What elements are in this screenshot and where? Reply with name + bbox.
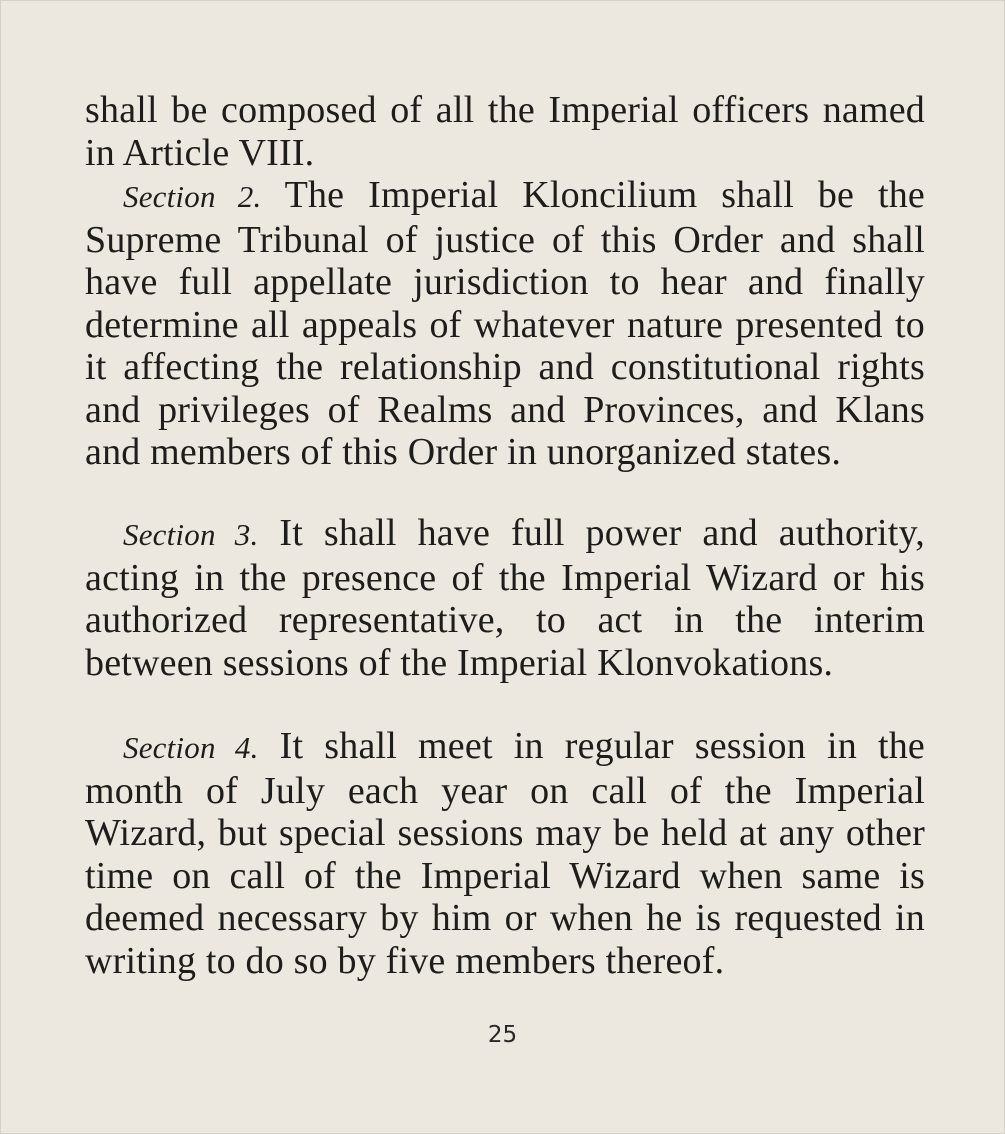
page-number: 25 <box>487 1022 518 1048</box>
section-3-text: It shall have full power and authority, acting in the presence of the Imperial Wizard or his authorized representative, to act in the interim between sessions of the Imperial Klonvokations. <box>85 512 925 684</box>
section-2-text: The Imperial Kloncilium shall be the Supreme Tribunal of justice of this Order and shall have full appellate jurisdiction to hear and finally determine all appeals of whatever nature presented to it affecting the relationship and constitutional rights and privileges of Realms and Provinces, and Klans and members of this Order in unorganized states. <box>85 174 925 473</box>
section-2-paragraph <box>85 174 925 474</box>
section-3-label: Section 3. <box>123 517 259 552</box>
section-2-body <box>85 174 925 474</box>
opening-paragraph <box>85 89 925 174</box>
section-2-label: Section 2. <box>123 179 262 214</box>
section-4-text: It shall meet in regular session in the month of July each year on call of the Imperial Wizard, but special sessions may be held at any other time on call of the Imperial Wizard when same is deemed necessary by him or when he is requested in writing to do so by five members thereof. <box>85 725 925 982</box>
section-4-paragraph <box>85 725 925 982</box>
section-3-paragraph <box>85 512 925 684</box>
section-4-label: Section 4. <box>123 730 259 765</box>
section-4-body <box>85 725 925 982</box>
opening-text: shall be composed of all the Imperial officers named in Article VIII. <box>85 89 925 174</box>
section-3-body <box>85 512 925 684</box>
